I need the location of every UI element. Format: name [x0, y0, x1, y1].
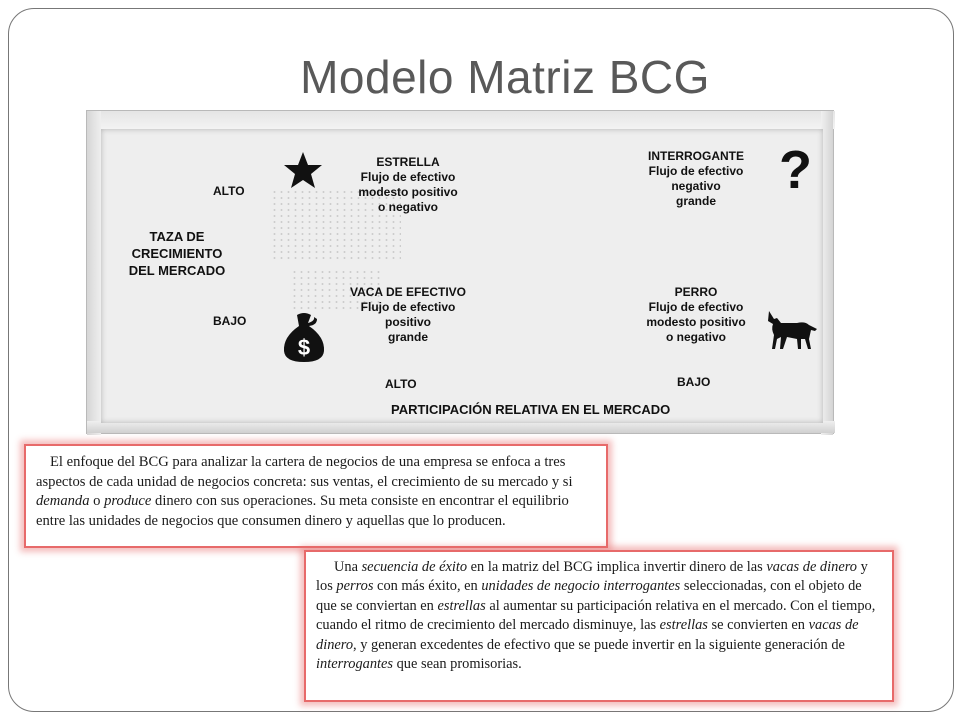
matrix-canvas: [101, 129, 823, 423]
bcg-approach-paragraph: [36, 453, 596, 531]
bevel-left: [87, 111, 101, 435]
success-sequence-textbox: [304, 550, 894, 702]
y-axis-title: [117, 228, 237, 279]
quadrant-question-title: INTERROGANTE: [648, 149, 744, 163]
quadrant-question-line: Flujo de efectivo: [648, 164, 744, 178]
quadrant-question-text: [621, 149, 771, 209]
bevel-top: [87, 111, 835, 129]
text-run-italic: produce: [104, 493, 152, 510]
text-run-italic: perros: [336, 578, 374, 595]
text-run-italic: estrellas: [437, 597, 486, 614]
quadrant-star-line: Flujo de efectivo: [360, 170, 456, 184]
text-run: seleccionadas, con el objeto de que se conviertan en: [316, 578, 862, 614]
star-icon: [283, 151, 323, 189]
text-run: se convierten en: [707, 617, 809, 634]
quadrant-dog-line: modesto positivo: [646, 315, 746, 329]
quadrant-cash-cow-line: grande: [387, 330, 428, 344]
text-run: en la matriz del BCG implica invertir dinero de las: [467, 559, 767, 575]
y-axis-title-line: DEL MERCADO: [128, 263, 226, 278]
dog-icon: [765, 309, 819, 351]
text-run: o: [89, 493, 105, 510]
success-sequence-paragraph: [316, 558, 882, 674]
y-axis-high-label: ALTO: [213, 184, 245, 198]
quadrant-cash-cow-title: VACA DE EFECTIVO: [349, 285, 466, 299]
text-run: , y generan excedentes de efectivo que se puede invertir en la siguiente generación de: [353, 636, 845, 653]
slide-title: Modelo Matriz BCG: [300, 51, 710, 103]
x-axis-high-label: ALTO: [385, 377, 417, 391]
text-run-italic: unidades de negocio interrogantes: [481, 578, 681, 595]
money-bag-symbol: $: [297, 335, 311, 360]
quadrant-question-line: negativo: [671, 179, 721, 193]
quadrant-dog-title: PERRO: [674, 285, 718, 299]
text-run-italic: secuencia de éxito: [361, 559, 468, 575]
quadrant-dog-text: [621, 285, 771, 345]
x-axis-title: PARTICIPACIÓN RELATIVA EN EL MERCADO: [391, 402, 671, 417]
quadrant-cash-cow-line: Flujo de efectivo: [360, 300, 456, 314]
text-run: El enfoque del BCG para analizar la cartera de negocios de una empresa se enfoca a tres aspectos de cada unidad de negocios concreta: sus ventas, el crecimiento de su mercado y si: [36, 454, 573, 490]
quadrant-cash-cow-text: [333, 285, 483, 345]
quadrant-star-line: modesto positivo: [358, 185, 458, 199]
question-mark-icon: ?: [779, 140, 812, 200]
quadrant-cash-cow-line: positivo: [384, 315, 431, 329]
quadrant-dog-line: Flujo de efectivo: [648, 300, 744, 314]
text-run: con más éxito, en: [373, 578, 482, 595]
y-axis-low-label: BAJO: [213, 314, 247, 328]
bcg-approach-textbox: [24, 444, 608, 548]
text-run-italic: estrellas: [659, 617, 708, 634]
y-axis-title-line: CRECIMIENTO: [131, 246, 223, 261]
text-run: al aumentar su participación relativa en el mercado. Con el tiempo, cuando el ritmo de crecimiento del mercado disminuye, las: [316, 597, 876, 634]
text-run-italic: demanda: [36, 493, 90, 510]
text-run-italic: vacas de dinero: [766, 559, 857, 575]
text-run: que sean promisorias.: [393, 656, 522, 673]
text-run: Una: [334, 559, 362, 575]
x-axis-low-label: BAJO: [677, 375, 711, 389]
quadrant-star-text: [333, 155, 483, 215]
quadrant-question-line: grande: [675, 194, 716, 208]
bcg-matrix-figure: [86, 110, 834, 434]
quadrant-star-title: ESTRELLA: [376, 155, 440, 169]
quadrant-dog-line: o negativo: [665, 330, 726, 344]
text-run: dinero con sus operaciones. Su meta consiste en encontrar el equilibrio entre las unidades de negocios que consumen dinero y aquellas que lo producen.: [36, 493, 569, 529]
money-bag-icon: [281, 311, 327, 363]
quadrant-star-line: o negativo: [377, 200, 438, 214]
text-run-italic: interrogantes: [316, 656, 394, 673]
text-run: y los: [316, 559, 868, 595]
text-run-italic: vacas de dinero: [316, 617, 859, 653]
y-axis-title-line: TAZA DE: [149, 229, 205, 244]
